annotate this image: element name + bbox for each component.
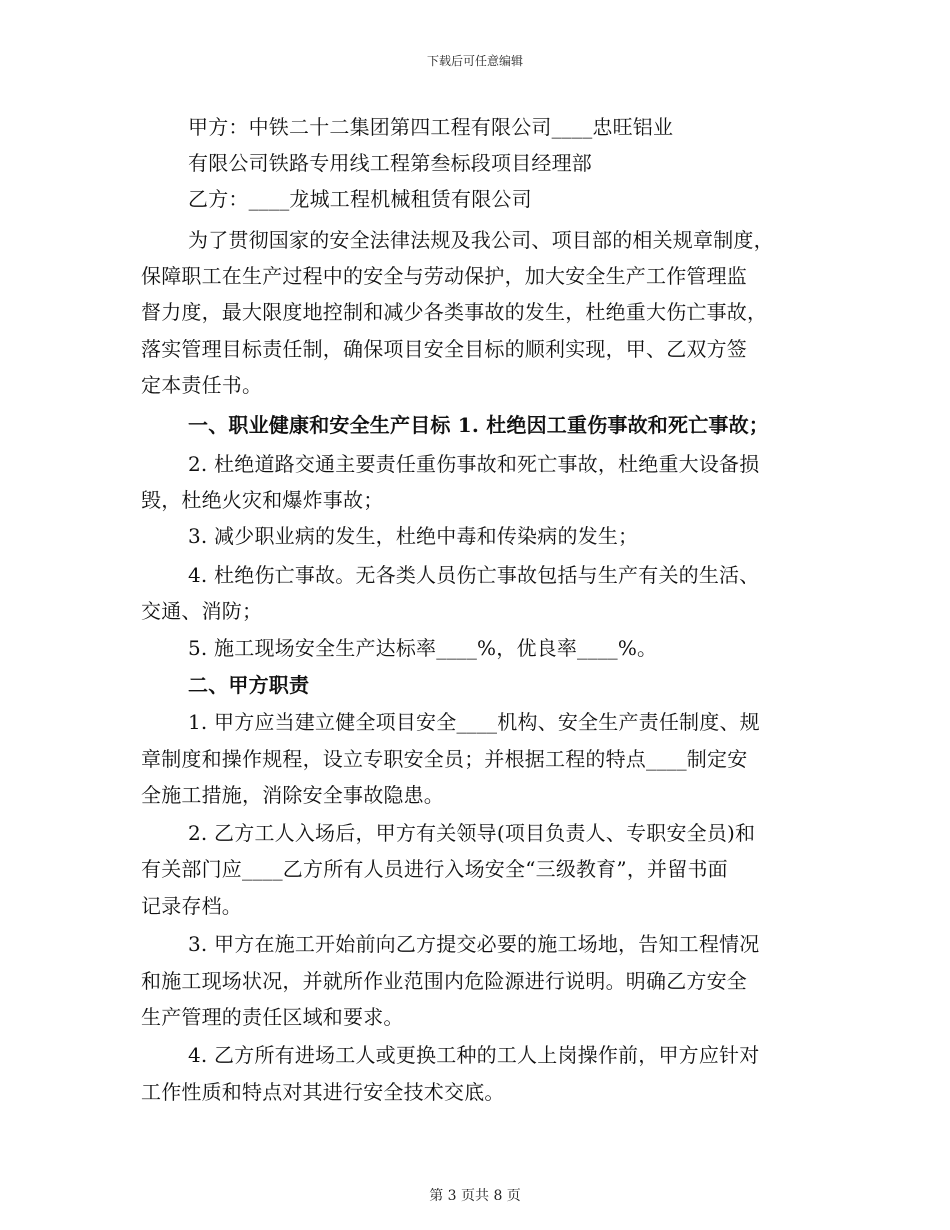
- duty-4-line-2: 工作性质和特点对其进行安全技术交底。: [141, 1080, 505, 1104]
- duty-1-line-2: 章制度和操作规程，设立专职安全员；并根据工程的特点____制定安: [141, 747, 748, 771]
- duty-1-line-1: 1. 甲方应当建立健全项目安全____机构、安全生产责任制度、规: [188, 710, 760, 734]
- section-1-heading: 一、职业健康和安全生产目标 1. 杜绝因工重伤事故和死亡事故；: [188, 413, 770, 437]
- goal-4-line-2: 交通、消防；: [141, 599, 263, 623]
- intro-line-2: 保障职工在生产过程中的安全与劳动保护，加大安全生产工作管理监: [141, 264, 747, 288]
- party-b-line: 乙方：____龙城工程机械租赁有限公司: [188, 187, 532, 211]
- goal-2-line-2: 毁，杜绝火灾和爆炸事故；: [141, 488, 384, 512]
- duty-2-line-3: 记录存档。: [141, 894, 242, 918]
- goal-5-line: 5. 施工现场安全生产达标率____%，优良率____%。: [188, 636, 658, 660]
- duty-3-line-2: 和施工现场状况，并就所作业范围内危险源进行说明。明确乙方安全: [141, 969, 747, 993]
- section-2-heading: 二、甲方职责: [188, 673, 310, 697]
- duty-3-line-1: 3. 甲方在施工开始前向乙方提交必要的施工场地，告知工程情况: [188, 932, 760, 956]
- intro-line-5: 定本责任书。: [141, 373, 263, 397]
- page-header: 下载后可任意编辑: [426, 54, 523, 68]
- goal-4-line-1: 4. 杜绝伤亡事故。无各类人员伤亡事故包括与生产有关的生活、: [188, 563, 760, 587]
- goal-2-line-1: 2. 杜绝道路交通主要责任重伤事故和死亡事故，杜绝重大设备损: [188, 452, 760, 476]
- duty-2-line-1: 2. 乙方工人入场后，甲方有关领导(项目负责人、专职安全员)和: [188, 821, 756, 845]
- intro-line-4: 落实管理目标责任制，确保项目安全目标的顺利实现，甲、乙双方签: [141, 337, 747, 361]
- party-a-line-2: 有限公司铁路专用线工程第叁标段项目经理部: [188, 151, 592, 175]
- duty-4-line-1: 4. 乙方所有进场工人或更换工种的工人上岗操作前，甲方应针对: [188, 1043, 760, 1067]
- party-a-line-1: 甲方：中铁二十二集团第四工程有限公司____忠旺铝业: [188, 115, 674, 139]
- duty-2-line-2: 有关部门应____乙方所有人员进行入场安全“三级教育”，并留书面: [141, 857, 728, 881]
- intro-line-1: 为了贯彻国家的安全法律法规及我公司、项目部的相关规章制度，: [188, 228, 774, 252]
- duty-1-line-3: 全施工措施，消除安全事故隐患。: [141, 783, 444, 807]
- duty-3-line-3: 生产管理的责任区域和要求。: [141, 1005, 404, 1029]
- page-footer: 第 3 页共 8 页: [429, 1188, 521, 1204]
- goal-3-line: 3. 减少职业病的发生，杜绝中毒和传染病的发生；: [188, 524, 639, 548]
- intro-line-3: 督力度，最大限度地控制和减少各类事故的发生，杜绝重大伤亡事故，: [141, 300, 768, 324]
